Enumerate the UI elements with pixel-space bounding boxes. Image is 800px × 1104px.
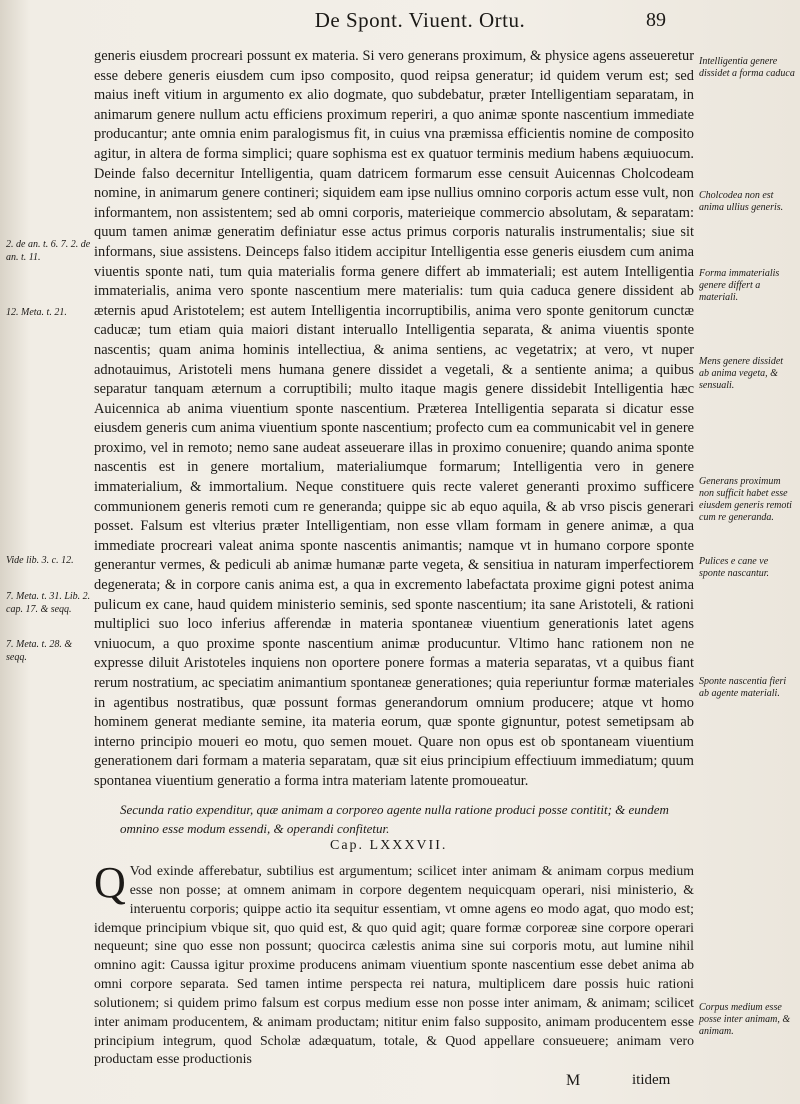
margin-note: Mens genere dissidet ab anima vegeta, & sensuali. — [699, 356, 784, 391]
chapter-label: Cap. LXXXVII. — [330, 838, 448, 853]
margin-note: Vide lib. 3. c. 12. — [6, 555, 74, 566]
margin-note: 12. Meta. t. 21. — [6, 307, 67, 318]
margin-note: 2. de an. t. 6. 7. 2. de an. t. 11. — [6, 239, 91, 263]
margin-note: 7. Meta. t. 31. Lib. 2. cap. 17. & seqq. — [6, 591, 91, 615]
chapter-paragraph: Vod exinde afferebatur, subtilius est argumentum; scilicet inter animam & animam corpus medium esse non posse; at omnem animam in corpore degentem nequicquam operari, nisi ministerio, & interuentu corporis; quippe actio ita sequitur essentiam, vt omne agens eo modo agat, quo modo est; idemque principium vbique sit, quo quid est, & quo quid agit; quare formæ corporeæ sine corpore operari nequeunt; sine quo esse non possunt; quocirca cælestis anima sine sui corporis motu, aut lumine nihil omnino agit: Caussa igitur proxime producens animam viuentium sponte nascentium esse debet anima ab omni corpore separata. Sed tamen intime perspecta rei natura, multiplicem dare possis huic rationi solutionem; si quidem primo falsum est corpus medium esse non posse inter animam, & animam; scilicet inter animam producentem, & animam productam; nititur enim falso supposito, animam producentem esse principium integrum, quod Scholæ adæquatum, totale, & Quod appellare consueuere; animam vero productam esse productionis — [94, 863, 694, 1067]
margin-note: Sponte nascentia fieri ab agente materiali. — [699, 676, 787, 699]
main-text-block — [94, 47, 694, 792]
margin-note: 7. Meta. t. 28. & seqq. — [6, 639, 73, 663]
margin-note: Corpus medium esse posse inter animam, & animam. — [699, 1002, 791, 1037]
page-number: 89 — [646, 9, 666, 31]
catchword: itidem — [632, 1072, 671, 1088]
margin-note: Cholcodea non est anima ullius generis. — [699, 190, 784, 213]
margin-note: Intelligentia genere dissidet a forma caduca — [699, 56, 795, 79]
margin-note: Generans proximum non sufficit habet esse eiusdem generis remoti cum re generanda. — [699, 476, 792, 523]
running-head: De Spont. Viuent. Ortu. — [314, 8, 526, 32]
signature-mark: M — [566, 1072, 581, 1089]
chapter-summary: Secunda ratio expenditur, quæ animam a corporeo agente nulla ratione produci posse contitit; & eundem omnino esse modum essendi, & operandi confitetur. — [120, 802, 669, 836]
margin-note: Pulices e cane ve sponte nascantur. — [699, 556, 769, 579]
chapter-text-block — [94, 858, 694, 1069]
body-paragraph: generis eiusdem procreari possunt ex materia. Si vero generans proximum, & physice agens asseueretur esse debere generis eiusdem cum ipso composito, quod reipsa generatur; id quidem verum est; sed maius ineft vitium in argumento ex alio dogmate, quo subdebatur, præter Intelligentiam separatam, in animarum genere nullum actu efficiens proximum reperiri, a quo animæ sponte nascentium immediate producantur; ante omnia enim paralogismus fit, in cuius vna præmissa efficientis nomine de composito agitur, in altera de forma simplici; quare sophisma est ex quatuor terminis medium habens æquiuocum. Deinde falso decernitur Intelligentia, quam datricem formarum esse censuit Auicennas Cholcodeam nomine, in animarum genere contineri; siquidem eam ipse nullius omnino corporis actum esse vult, non informantem, non assistentem; sed ab omni corporis, materieique commercio absolutam, & separatam: quum tamen animæ generatim definiatur esse actus primus corporis naturalis instrumentalis; siue sit informans, siue assistens. Deinceps falso itidem accipitur Intelligentia esse generis eiusdem cum anima viuentis sponte nati, tum quia materialis forma genere differt ab immateriali; est autem Intelligentia immaterialis, anima vero sponte nascentium mere materialis: tum quia caduca genere dissident ab æternis apud Aristotelem; est autem Intelligentia incorruptibilis, anima vero sponte genitorum cunctæ caducæ; tum etiam quia maiori distant interuallo Intelligentia separata, & anima viuentis sponte nascentis; quam anima hominis intellectiua, & anima sentiens, ac vegetatrix; at vero, vt nuper adnotauimus, Aristoteli mens humana genere dissidet a vegetali, & a sentiente anima; a quibus separatur tanquam æternum a corruptibili; multo itaque magis genere dissidebit Intelligentia hæc Auicennica ab anima viuentium sponte nascentium. Præterea Intelligentia separata si dicatur esse eiusdem generis cum anima viuentium sponte nascentium; profecto cum ea communicabit vel in genere proximo, vel in remoto; nemo sane audeat asseuerare illas in proximo conuenire; quando anima sponte nascentis est in genere mortalium, materialiumque formarum; Intelligentia vero in genere immaterialium, & immortalium. Neque constituere quis recte valeret generanti proximo sufficere communionem generis remoti cum re generanda; quippe sic ab equo aquila, & ab vrso piscis generari posset. Falsum est vlterius præter Intelligentiam, non esse vllam formam in genere animæ, a qua immediate procreari valeat anima sponte nascentis animantis; namque vt in humano corpore sponte generantur vermes, & pediculi ab animæ humanæ parte vegeta, & sensitiua in naturam imperfectiorem degenerata; & in corpore canis anima est, a qua in excremento labefactata proxime gigni potest anima pulicum ex cane, haud quidem ministerio seminis, sed sponte nascentium; ita sane Aristoteli, & rationi multiplici suo loco inferius afferendæ in materia spontaneæ viuentium generationis latet agens vniuocum, a quo proxime sponte nascentium animæ producuntur. Vltimo hanc rationem non ne expresse diluit Aristoteles inquiens non oportere ponere formas a materia separatas, vt a quibus fiant rerum nostratium, ac speciatim animantium spontaneæ generationes; quia reperiuntur formæ materiales in agentibus nostratibus, quæ possunt formas generandorum omnium producere; atque vt homo hominem generat mediante semine, ita materia eorum, quæ sponte gignuntur, potest semetipsam ab interno principio moueri eo motu, quo semen mouet. Quare non opus est ob spontaneam viuentium generationem dari formam a materia separatam, quæ sit eius principium effectiuum immediatum; quum spontanea viuentium generatio a forma intra materiam latente promoueatur. — [94, 48, 694, 789]
drop-capital: Q — [94, 858, 126, 907]
margin-note: Forma immaterialis genere differt a materiali. — [699, 268, 780, 303]
